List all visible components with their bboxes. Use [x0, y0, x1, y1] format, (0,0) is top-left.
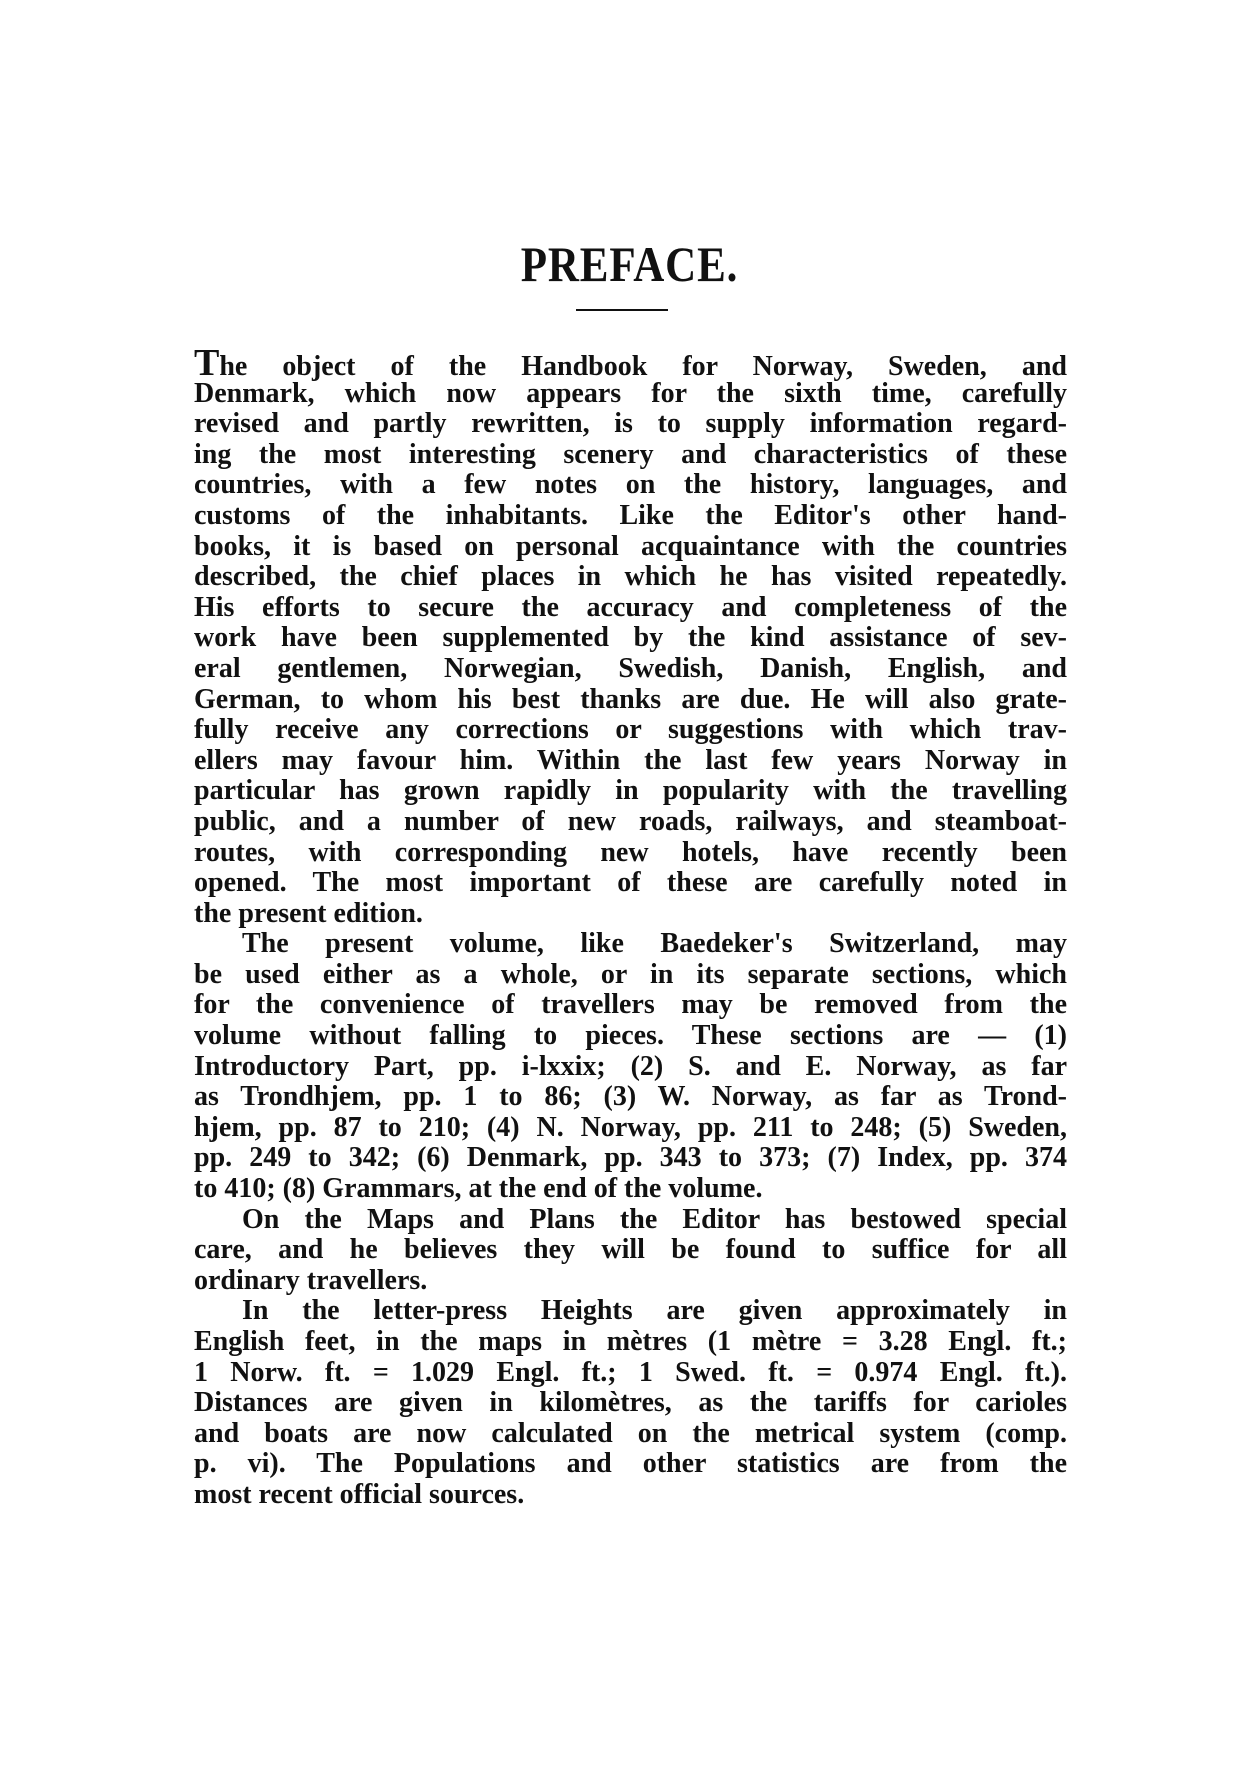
text-line: Denmark, which now appears for the sixth time, carefully: [194, 377, 1067, 409]
text-line: On the Maps and Plans the Editor has bestowed special: [242, 1203, 1067, 1235]
text-line: p. vi). The Populations and other statistics are from the: [194, 1448, 1067, 1480]
text-line: opened. The most important of these are carefully noted in: [194, 867, 1067, 899]
text-line: hjem, pp. 87 to 210; (4) N. Norway, pp. 211 to 248; (5) Sweden,: [194, 1111, 1067, 1143]
paragraph-3: [194, 1205, 1067, 1297]
text-line: particular has grown rapidly in popularity with the travelling: [194, 775, 1067, 807]
text-line: pp. 249 to 342; (6) Denmark, pp. 343 to 373; (7) Index, pp. 374: [194, 1142, 1067, 1174]
text-line: be used either as a whole, or in its separate sections, which: [194, 958, 1067, 990]
text-line: most recent official sources.: [194, 1478, 525, 1510]
text-line: work have been supplemented by the kind assistance of sev-: [194, 622, 1067, 654]
text-line: Distances are given in kilomètres, as the tariffs for carioles: [194, 1387, 1067, 1419]
text-line: German, to whom his best thanks are due. He will also grate-: [194, 683, 1067, 715]
paragraph-4: [194, 1296, 1067, 1510]
text-line: English feet, in the maps in mètres (1 mètre = 3.28 Engl. ft.;: [194, 1326, 1067, 1357]
paragraph-1: [194, 342, 1067, 929]
preface-body: [194, 342, 1067, 1511]
text-line: books, it is based on personal acquaintance with the countries: [194, 530, 1067, 562]
text-line: the present edition.: [194, 897, 423, 929]
text-line: routes, with corresponding new hotels, have recently been: [194, 836, 1067, 868]
text-line: The object of the Handbook for Norway, Sweden, and: [194, 342, 1067, 384]
paragraph-2: [194, 929, 1067, 1204]
text-line: Introductory Part, pp. i-lxxix; (2) S. and E. Norway, as far: [194, 1050, 1067, 1082]
text-line: The present volume, like Baedeker's Switzerland, may: [242, 928, 1067, 960]
text-line: care, and he believes they will be found to suffice for all: [194, 1234, 1067, 1266]
text-line: 1 Norw. ft. = 1.029 Engl. ft.; 1 Swed. ft. = 0.974 Engl. ft.).: [194, 1356, 1067, 1388]
text-line: public, and a number of new roads, railways, and steamboat-: [194, 805, 1067, 837]
text-line: countries, with a few notes on the history, languages, and: [194, 469, 1067, 501]
text-line: to 410; (8) Grammars, at the end of the volume.: [194, 1173, 763, 1205]
page-title: PREFACE.: [520, 236, 739, 292]
text-line: fully receive any corrections or suggestions with which trav-: [194, 714, 1067, 746]
text-line: described, the chief places in which he has visited repeatedly.: [194, 561, 1067, 593]
text-line: for the convenience of travellers may be removed from the: [194, 989, 1067, 1021]
text-line: eral gentlemen, Norwegian, Swedish, Danish, English, and: [194, 652, 1067, 684]
title-rule: [576, 309, 668, 311]
text-line: volume without falling to pieces. These sections are — (1): [194, 1020, 1067, 1052]
text-line: as Trondhjem, pp. 1 to 86; (3) W. Norway, as far as Trond-: [194, 1081, 1067, 1113]
text-line: revised and partly rewritten, is to supply information regard-: [194, 408, 1067, 440]
text-line: ordinary travellers.: [194, 1264, 428, 1296]
drop-cap: T: [194, 342, 220, 384]
text-line: His efforts to secure the accuracy and completeness of the: [194, 591, 1067, 623]
text-line: ing the most interesting scenery and characteristics of these: [194, 438, 1067, 470]
text-line: ellers may favour him. Within the last few years Norway in: [194, 744, 1067, 776]
text-line: In the letter-press Heights are given approximately in: [242, 1295, 1067, 1327]
text-line: and boats are now calculated on the metrical system (comp.: [194, 1417, 1067, 1449]
text-line: customs of the inhabitants. Like the Editor's other hand-: [194, 499, 1067, 531]
